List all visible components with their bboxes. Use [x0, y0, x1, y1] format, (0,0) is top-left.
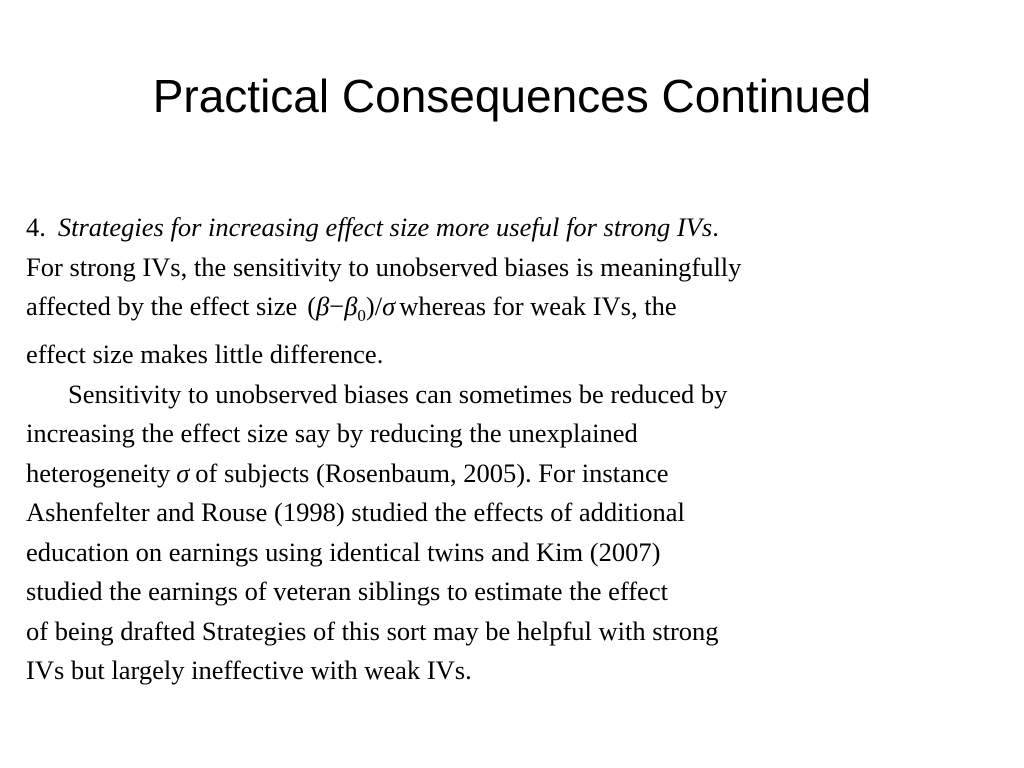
item-heading-period: .: [712, 212, 719, 242]
text-segment: affected by the effect size: [26, 291, 298, 321]
formula-slash: /: [374, 291, 383, 321]
text-line: effect size makes little difference.: [26, 339, 384, 369]
effect-size-formula: [307, 291, 396, 325]
formula-beta: β: [316, 291, 330, 321]
text-line: increasing the effect size say by reducing the unexplained: [26, 418, 638, 448]
text-segment: Sensitivity to unobserved biases can sometimes be reduced by: [68, 378, 728, 409]
slide-body: [26, 208, 1016, 691]
text-line: studied the earnings of veteran siblings to estimate the effect: [26, 576, 668, 606]
text-line: education on earnings using identical twins and Kim (2007): [26, 536, 661, 567]
text-line-with-sigma: [26, 454, 1016, 494]
item-heading-line: [26, 208, 1016, 248]
formula-open-paren: (: [307, 291, 317, 321]
item-heading: Strategies for increasing effect size more useful for strong IVs: [57, 212, 713, 242]
text-line: For strong IVs, the sensitivity to unobserved biases is meaningfully: [26, 251, 742, 282]
text-line: Ashenfelter and Rouse (1998) studied the effects of additional: [26, 497, 685, 527]
text-line: IVs but largely ineffective with weak IVs.: [26, 655, 472, 685]
slide-title: Practical Consequences Continued: [152, 70, 872, 122]
sigma-symbol: σ: [176, 457, 190, 488]
text-segment: heterogeneity: [26, 457, 171, 488]
formula-close-paren: ): [365, 291, 375, 321]
text-line: of being drafted Strategies of this sort may be helpful with strong: [26, 615, 719, 646]
text-line: [26, 375, 1016, 415]
text-segment: of subjects (Rosenbaum, 2005). For instance: [195, 457, 669, 488]
formula-sigma: σ: [382, 291, 396, 321]
formula-minus: −: [329, 291, 345, 321]
text-line-with-formula: [26, 287, 1016, 335]
text-segment: whereas for weak IVs, the: [399, 291, 677, 321]
formula-beta-zero: β: [344, 291, 358, 321]
item-number: 4.: [26, 212, 46, 242]
formula-subscript: 0: [357, 306, 366, 325]
